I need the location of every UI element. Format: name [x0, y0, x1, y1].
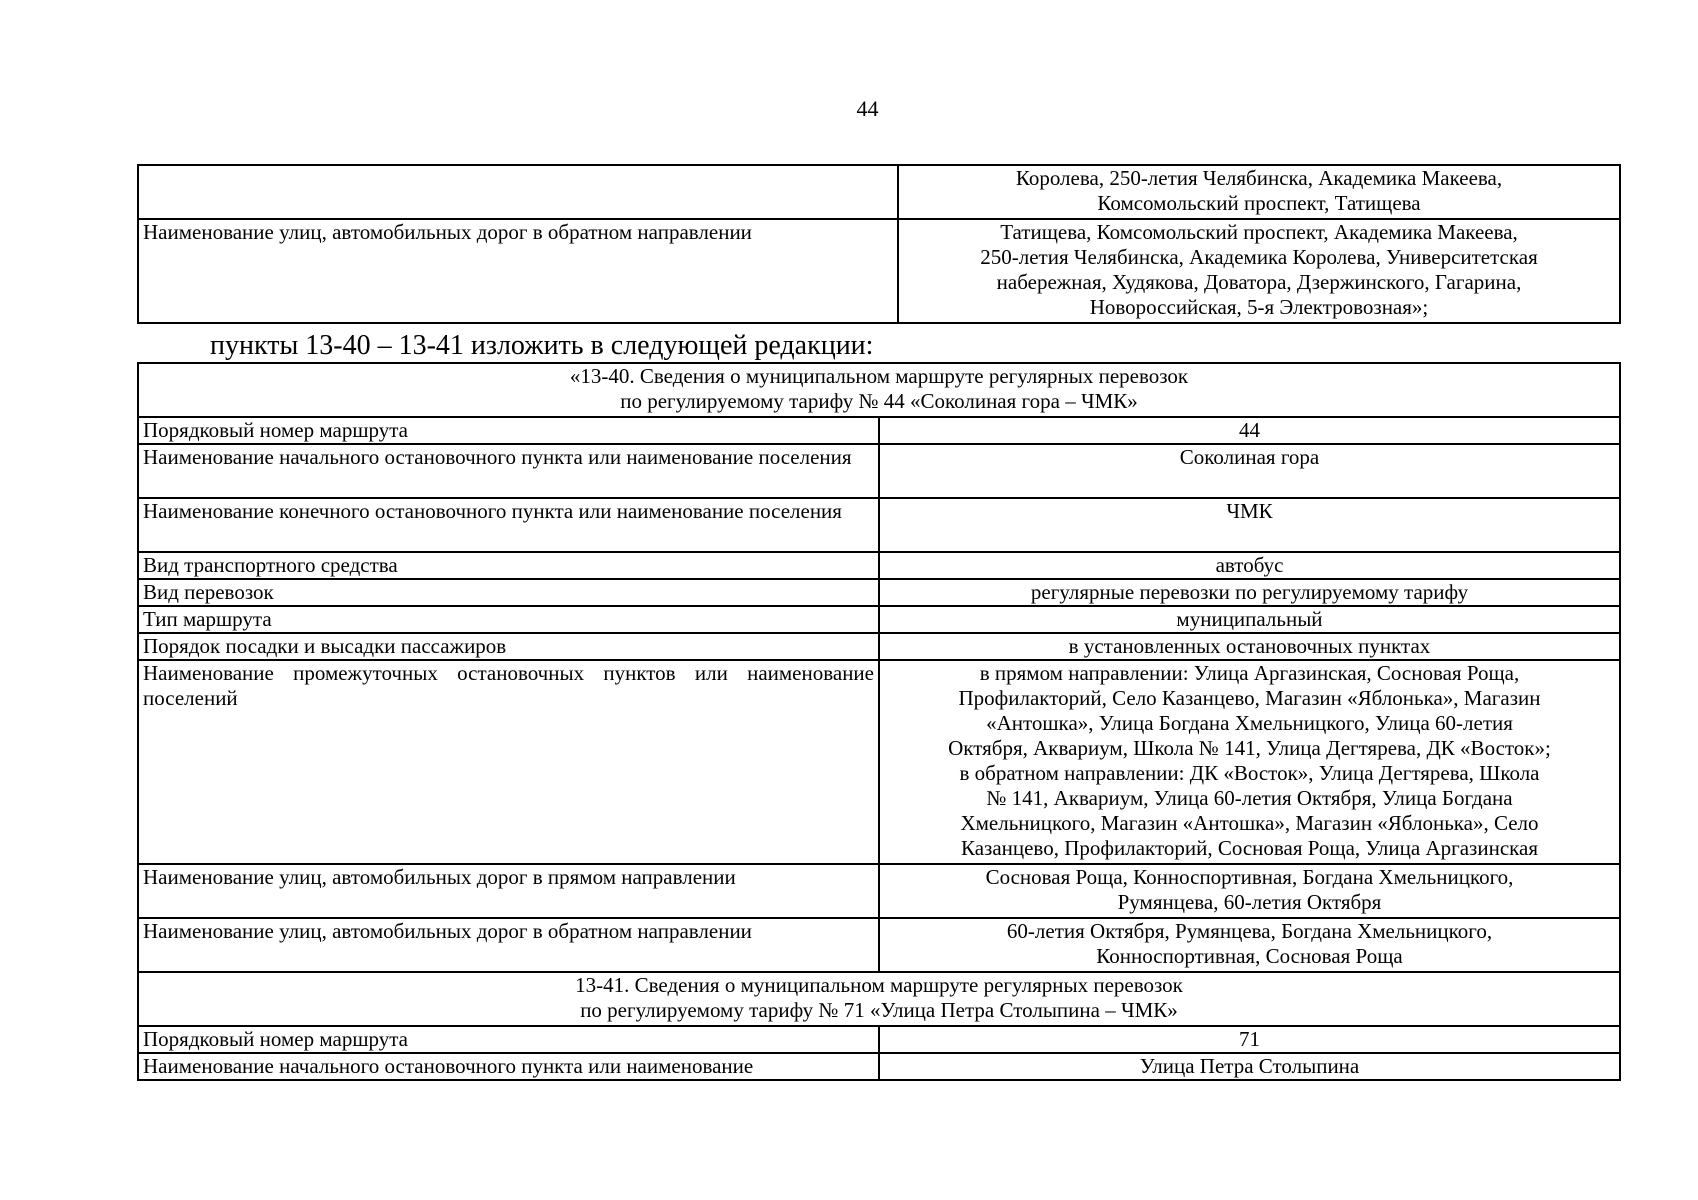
table-cell-value: 71 [879, 1026, 1620, 1053]
table-cell-value: в прямом направлении: Улица Аргазинская, Сосновая Роща, Профилакторий, Село Казанцево, Магазин «Яблонька», Магазин «Антошка», Улица Богдана Хмельницкого, Улица 60-летия Октября, Аквариум, Школа № 141, Улица Дегтярева, ДК «Восток»; в обратном направлении: ДК «Восток», Улица Дегтярева, Школа № 141, Аквариум, Улица 60-летия Октября, Улица Богдана Хмельницкого, Магазин «Антошка», Магазин «Яблонька», Село Казанцево, Профилакторий, Сосновая Роща, Улица Аргазинская [879, 660, 1620, 864]
table-cell-label: Порядковый номер маршрута [138, 1026, 879, 1053]
table-cell-label: Наименование начального остановочного пункта или наименование поселения [138, 444, 879, 498]
table-cell-value: 60-летия Октября, Румянцева, Богдана Хмельницкого, Конноспортивная, Сосновая Роща [879, 918, 1620, 972]
table-row [138, 552, 1620, 579]
table-row [138, 864, 1620, 918]
table-cell-value: Соколиная гора [879, 444, 1620, 498]
route-13-41-header: 13-41. Сведения о муниципальном маршруте регулярных перевозок по регулируемому тарифу № 71 «Улица Петра Столыпина – ЧМК» [138, 972, 1620, 1026]
table-cell-label: Наименование промежуточных остановочных пунктов или наименование поселений [138, 660, 879, 864]
table-row [138, 498, 1620, 552]
table-cell-label: Вид перевозок [138, 579, 879, 606]
table-row [138, 165, 1620, 219]
amendment-instruction: пункты 13-40 – 13-41 изложить в следующей редакции: [210, 330, 874, 361]
table-cell-label: Порядковый номер маршрута [138, 417, 879, 444]
table-cell-value: муниципальный [879, 606, 1620, 633]
table-row [138, 660, 1620, 864]
table-cell-value: в установленных остановочных пунктах [879, 633, 1620, 660]
table-cell-label: Наименование улиц, автомобильных дорог в прямом направлении [138, 864, 879, 918]
route-13-41-header-row [138, 972, 1620, 1026]
table-cell-value: Королева, 250-летия Челябинска, Академика Макеева, Комсомольский проспект, Татищева [898, 165, 1620, 219]
page-number: 44 [856, 96, 879, 121]
table-cell-label [138, 165, 898, 219]
table-cell-label: Тип маршрута [138, 606, 879, 633]
table-cell-value: Татищева, Комсомольский проспект, Академика Макеева, 250-летия Челябинска, Академика Королева, Университетская набережная, Худякова, Доватора, Дзержинского, Гагарина, Новороссийская, 5-я Электровозная»; [898, 219, 1620, 323]
table-row [138, 1026, 1620, 1053]
table-cell-label: Наименование улиц, автомобильных дорог в обратном направлении [138, 918, 879, 972]
table-cell-label: Порядок посадки и высадки пассажиров [138, 633, 879, 660]
route-13-40-header-row [138, 363, 1620, 417]
route-table [137, 362, 1621, 1081]
route-13-40-header: «13-40. Сведения о муниципальном маршруте регулярных перевозок по регулируемому тарифу № 44 «Соколиная гора – ЧМК» [138, 363, 1620, 417]
table-cell-value: автобус [879, 552, 1620, 579]
table-row [138, 918, 1620, 972]
table-cell-value: ЧМК [879, 498, 1620, 552]
table-row [138, 579, 1620, 606]
table-cell-label: Наименование улиц, автомобильных дорог в обратном направлении [138, 219, 898, 323]
table-cell-value: Улица Петра Столыпина [879, 1053, 1620, 1080]
table-row [138, 219, 1620, 323]
table-row [138, 444, 1620, 498]
table-cell-label: Наименование начального остановочного пункта или наименование [138, 1053, 879, 1080]
table-cell-label: Наименование конечного остановочного пункта или наименование поселения [138, 498, 879, 552]
table-cell-value: Сосновая Роща, Конноспортивная, Богдана Хмельницкого, Румянцева, 60-летия Октября [879, 864, 1620, 918]
table-cell-value: регулярные перевозки по регулируемому тарифу [879, 579, 1620, 606]
table-row [138, 1053, 1620, 1080]
table-cell-label: Вид транспортного средства [138, 552, 879, 579]
continuation-table [137, 164, 1621, 324]
table-row [138, 633, 1620, 660]
table-cell-value: 44 [879, 417, 1620, 444]
table-row [138, 606, 1620, 633]
table-row [138, 417, 1620, 444]
